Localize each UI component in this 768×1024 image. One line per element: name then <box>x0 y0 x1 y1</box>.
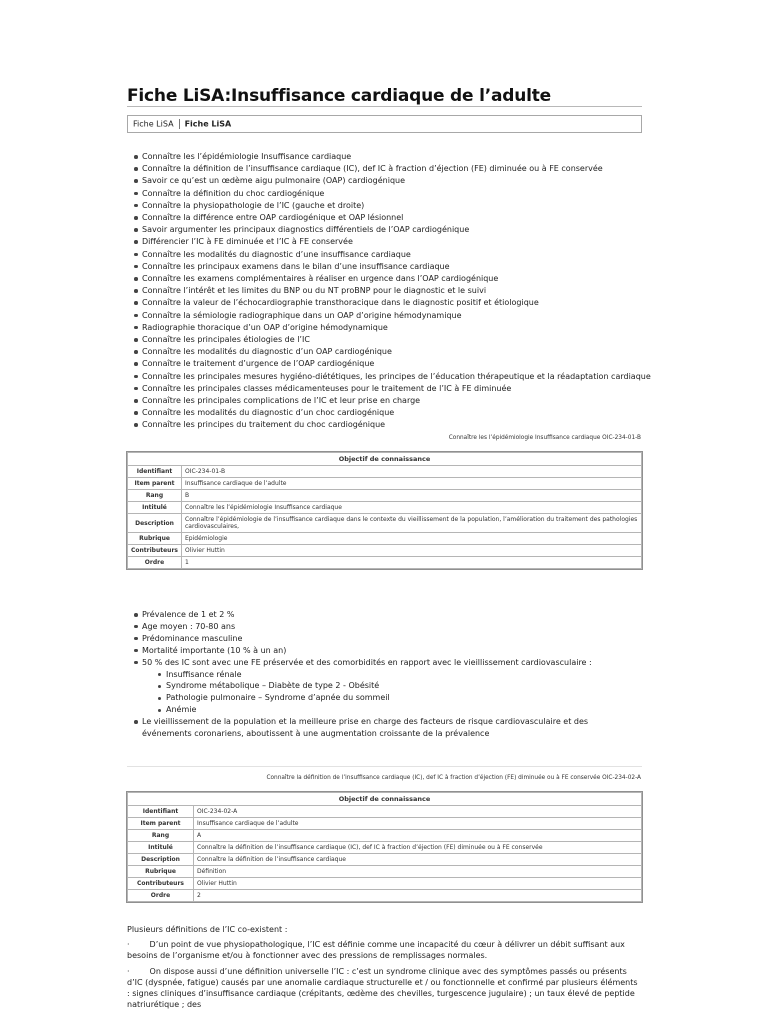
objective-item[interactable]: Connaître la sémiologie radiographique dans un OAP d’origine hémodynamique <box>134 310 651 322</box>
row-label: Rang <box>128 830 194 842</box>
row-label: Contributeurs <box>128 545 182 557</box>
table-row <box>128 830 642 842</box>
sublist-item: Insuffisance rénale <box>158 669 634 681</box>
objective-item[interactable]: Différencier l’IC à FE diminuée et l’IC à FE conservée <box>134 236 651 248</box>
row-label: Identifiant <box>128 466 182 478</box>
row-label: Description <box>128 854 194 866</box>
row-value: Connaître la définition de l’insuffisance cardiaque <box>194 854 642 866</box>
row-label: Rang <box>128 490 182 502</box>
list-item-text: 50 % des IC sont avec une FE préservée et des comorbidités en rapport avec le vieillissement cardiovasculaire : <box>142 657 592 667</box>
sublist-item: Anémie <box>158 704 634 716</box>
definition-paragraph <box>127 966 642 1010</box>
breadcrumb-separator <box>179 119 180 129</box>
definition-paragraph <box>127 939 642 961</box>
objective-item[interactable]: Connaître les examens complémentaires à réaliser en urgence dans l’OAP cardiogénique <box>134 273 651 285</box>
objective-item[interactable]: Connaître les principaux examens dans le bilan d’une insuffisance cardiaque <box>134 261 651 273</box>
breadcrumb-current: Fiche LiSA <box>184 119 232 129</box>
comorbidity-sublist <box>142 669 634 717</box>
list-item <box>134 657 634 717</box>
dash-marker: · <box>127 940 130 949</box>
row-label: Identifiant <box>128 806 194 818</box>
table-row <box>128 466 642 478</box>
objective-item[interactable]: Connaître la définition du choc cardiogénique <box>134 188 651 200</box>
objective-item[interactable]: Connaître les principales complications de l’IC et leur prise en charge <box>134 395 651 407</box>
title-divider <box>127 106 642 107</box>
row-label: Intitulé <box>128 842 194 854</box>
row-label: Contributeurs <box>128 878 194 890</box>
table-row <box>128 866 642 878</box>
row-label: Item parent <box>128 478 182 490</box>
row-value[interactable]: Insuffisance cardiaque de l’adulte <box>182 478 642 490</box>
objective-item[interactable]: Connaître les principales classes médicamenteuses pour le traitement de l’IC à FE diminuée <box>134 383 651 395</box>
table-row <box>128 842 642 854</box>
objective-item[interactable]: Connaître la définition de l’insuffisance cardiaque (IC), def IC à fraction d’éjection (FE) diminuée ou à FE conservée <box>134 163 651 175</box>
row-label: Ordre <box>128 557 182 569</box>
objective-item[interactable]: Connaître la valeur de l’échocardiographie transthoracique dans le diagnostic positif et étiologique <box>134 297 651 309</box>
list-item: Prédominance masculine <box>134 633 634 645</box>
section-divider <box>127 766 642 767</box>
table-row <box>128 533 642 545</box>
table-row <box>128 854 642 866</box>
row-label: Item parent <box>128 818 194 830</box>
row-label: Description <box>128 514 182 533</box>
row-value: Connaître la définition de l’insuffisance cardiaque (IC), def IC à fraction d’éjection (FE) diminuée ou à FE conservée <box>194 842 642 854</box>
row-value: OIC-234-01-B <box>182 466 642 478</box>
table-header: Objectif de connaissance <box>128 453 642 466</box>
table-row <box>128 878 642 890</box>
list-item: Mortalité importante (10 % à un an) <box>134 645 634 657</box>
objective-item[interactable]: Connaître les l’épidémiologie Insuffisance cardiaque <box>134 151 651 163</box>
breadcrumb-link[interactable]: Fiche LiSA <box>133 119 174 129</box>
objective-item[interactable]: Connaître l’intérêt et les limites du BNP ou du NT proBNP pour le diagnostic et le suivi <box>134 285 651 297</box>
objective-table <box>127 452 642 569</box>
table-header: Objectif de connaissance <box>128 793 642 806</box>
objective-item[interactable]: Connaître les principes du traitement du choc cardiogénique <box>134 419 651 431</box>
table-row <box>128 806 642 818</box>
table-row <box>128 490 642 502</box>
objective-item[interactable]: Radiographie thoracique d’un OAP d’origine hémodynamique <box>134 322 651 334</box>
list-item: Le vieillissement de la population et la meilleure prise en charge des facteurs de risque cardiovasculaire et des événements coronariens, aboutissent à une augmentation croissante de la prévalence <box>134 716 634 740</box>
objectives-list <box>134 151 651 432</box>
section-reference: Connaître la définition de l’insuffisance cardiaque (IC), def IC à fraction d’éjection (FE) diminuée ou à FE conservée OIC-234-02-A <box>266 775 641 781</box>
row-value: A <box>194 830 642 842</box>
table-row <box>128 502 642 514</box>
breadcrumb <box>127 115 642 133</box>
objective-item[interactable]: Connaître les principales mesures hygiéno-diététiques, les principes de l’éducation thérapeutique et la réadaptation cardiaque <box>134 371 651 383</box>
row-value: Olivier Huttin <box>194 878 642 890</box>
list-item: Prévalence de 1 et 2 % <box>134 609 634 621</box>
objective-item[interactable]: Connaître la physiopathologie de l’IC (gauche et droite) <box>134 200 651 212</box>
row-value: Définition <box>194 866 642 878</box>
row-label: Rubrique <box>128 866 194 878</box>
objective-item[interactable]: Connaître le traitement d’urgence de l’OAP cardiogénique <box>134 358 651 370</box>
table-row <box>128 818 642 830</box>
table-row <box>128 478 642 490</box>
dash-marker: · <box>127 967 130 976</box>
objective-item[interactable]: Connaître les principales étiologies de l’IC <box>134 334 651 346</box>
list-item: Age moyen : 70-80 ans <box>134 621 634 633</box>
row-value: Connaître les l’épidémiologie Insuffisance cardiaque <box>182 502 642 514</box>
paragraph-text: D’un point de vue physiopathologique, l’IC est définie comme une incapacité du cœur à délivrer un débit suffisant aux besoins de l’organisme et/ou à fonctionner avec des pressions de remplissages normales. <box>127 940 625 960</box>
row-label: Rubrique <box>128 533 182 545</box>
row-label: Ordre <box>128 890 194 902</box>
epidemiology-list <box>134 609 634 740</box>
table-row <box>128 545 642 557</box>
row-value: Epidémiologie <box>182 533 642 545</box>
row-value: Connaître l’épidémiologie de l’insuffisance cardiaque dans le contexte du vieillissement de la population, l’amélioration du traitement des pathologies cardiovasculaires, <box>182 514 642 533</box>
row-value: OIC-234-02-A <box>194 806 642 818</box>
objective-item[interactable]: Savoir argumenter les principaux diagnostics différentiels de l’OAP cardiogénique <box>134 224 651 236</box>
table-row <box>128 557 642 569</box>
row-value: 2 <box>194 890 642 902</box>
page-title: Fiche LiSA:Insuffisance cardiaque de l’adulte <box>127 86 551 106</box>
objective-item[interactable]: Connaître les modalités du diagnostic d’une insuffisance cardiaque <box>134 249 651 261</box>
paragraph-text: On dispose aussi d’une définition universelle l’IC : c’est un syndrome clinique avec des symptômes passés ou présents d’IC (dyspnée, fatigue) causés par une anomalie cardiaque structurelle et / ou fonctionnelle et confirmé par plusieurs éléments : signes cliniques d’insuffisance cardiaque (crépitants, œdème des chevilles, turgescence jugulaire) ; un taux élevé de peptide natriurétique ; des <box>127 967 638 1009</box>
objective-item[interactable]: Connaître les modalités du diagnostic d’un OAP cardiogénique <box>134 346 651 358</box>
row-value[interactable]: Insuffisance cardiaque de l’adulte <box>194 818 642 830</box>
objective-table <box>127 792 642 902</box>
objective-item[interactable]: Connaître les modalités du diagnostic d’un choc cardiogénique <box>134 407 651 419</box>
row-value: Olivier Huttin <box>182 545 642 557</box>
table-row <box>128 890 642 902</box>
table-row <box>128 514 642 533</box>
objective-item[interactable]: Savoir ce qu’est un œdème aigu pulmonaire (OAP) cardiogénique <box>134 175 651 187</box>
objective-item[interactable]: Connaître la différence entre OAP cardiogénique et OAP lésionnel <box>134 212 651 224</box>
row-value: 1 <box>182 557 642 569</box>
definitions-intro: Plusieurs définitions de l’IC co-existent : <box>127 925 288 934</box>
row-label: Intitulé <box>128 502 182 514</box>
row-value: B <box>182 490 642 502</box>
section-reference: Connaître les l’épidémiologie Insuffisance cardiaque OIC-234-01-B <box>448 435 641 441</box>
sublist-item: Syndrome métabolique – Diabète de type 2 - Obésité <box>158 680 634 692</box>
sublist-item: Pathologie pulmonaire – Syndrome d’apnée du sommeil <box>158 692 634 704</box>
